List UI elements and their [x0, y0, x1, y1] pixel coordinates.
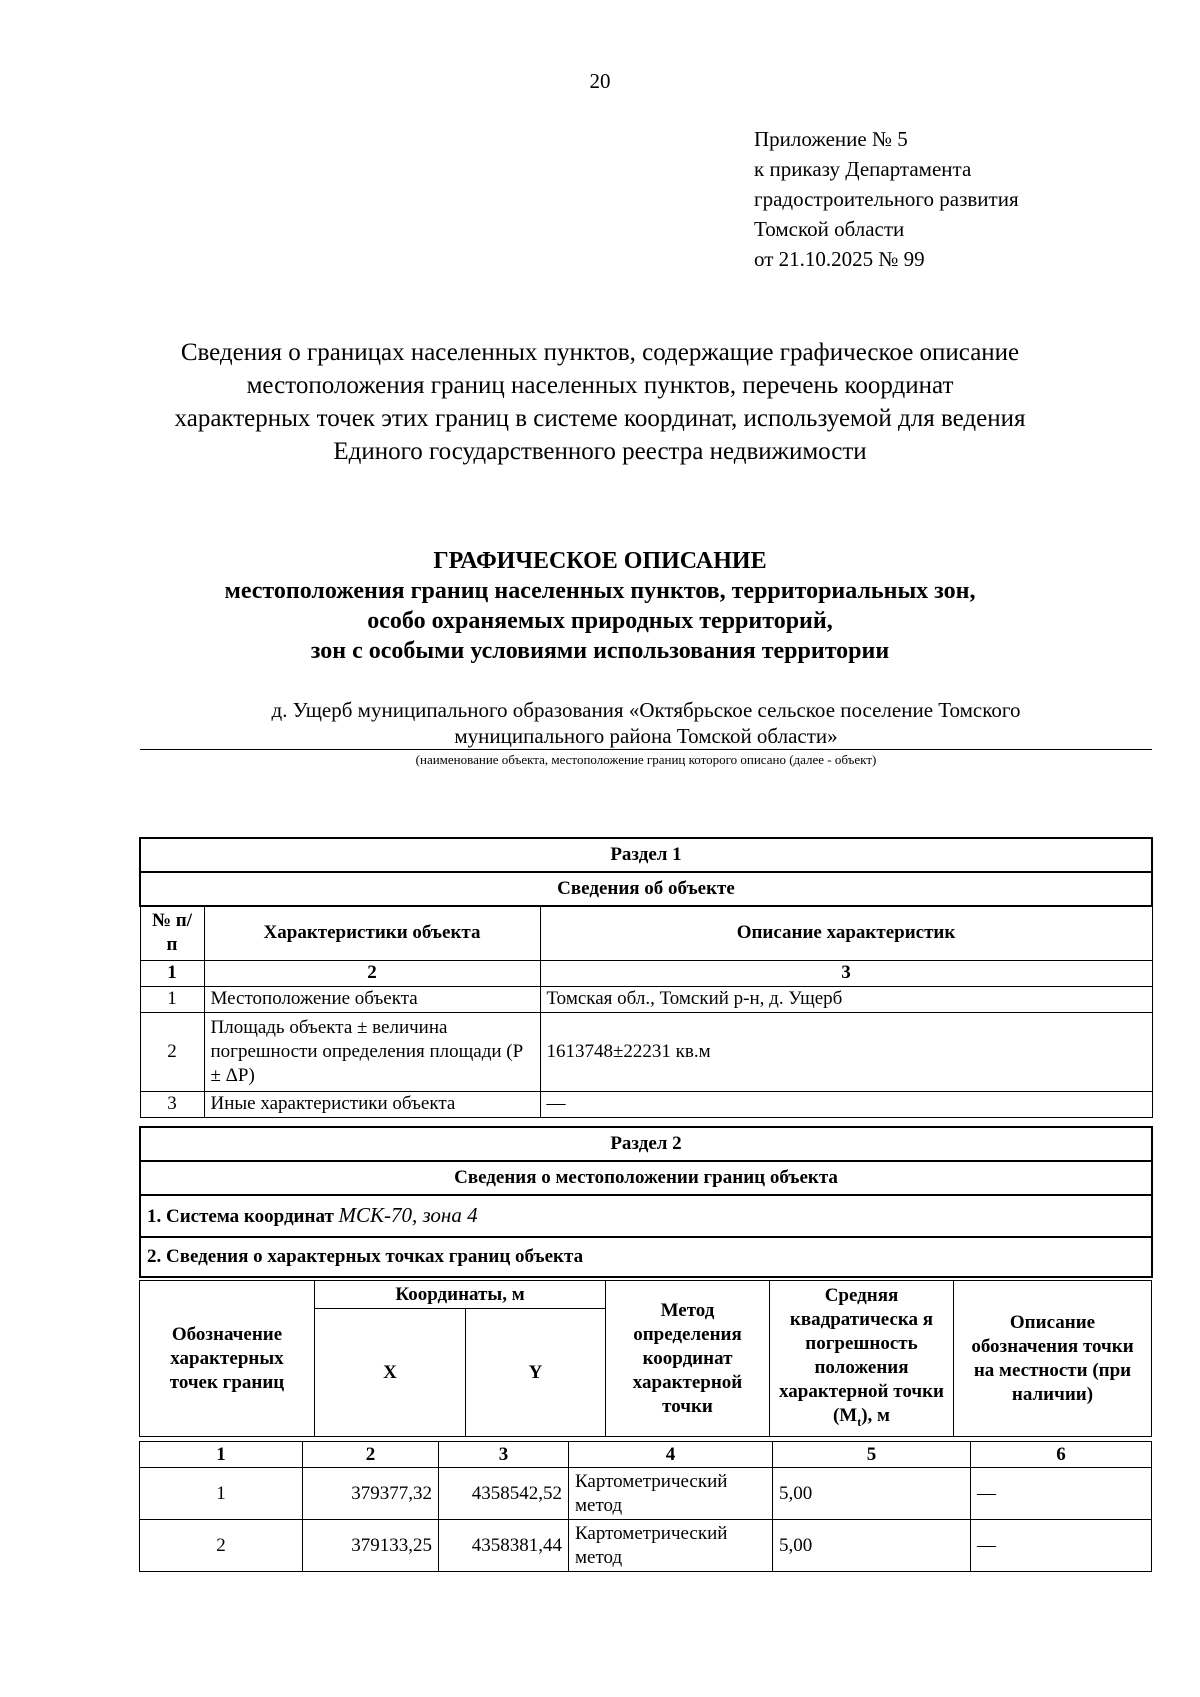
- column-number: 1: [140, 1442, 303, 1468]
- intro-line: местоположения границ населенных пунктов, перечень координат: [246, 372, 954, 399]
- column-number: 3: [540, 960, 1152, 986]
- point-id: 1: [140, 1468, 303, 1520]
- title-line: местоположения границ населенных пунктов, территориальных зон,: [224, 578, 976, 604]
- point-description: —: [971, 1468, 1152, 1520]
- intro-heading: [130, 336, 1070, 468]
- header-description: Описание характеристик: [540, 906, 1152, 960]
- column-number: 3: [439, 1442, 569, 1468]
- section2-table: [139, 1126, 1153, 1278]
- column-number: 5: [773, 1442, 971, 1468]
- point-x: 379377,32: [303, 1468, 439, 1520]
- table-row: [140, 1520, 1152, 1572]
- graphic-description-title: [130, 546, 1070, 666]
- section1-subtitle: Сведения об объекте: [140, 872, 1152, 906]
- point-id: 2: [140, 1520, 303, 1572]
- header-x: X: [315, 1309, 466, 1437]
- column-number: 2: [303, 1442, 439, 1468]
- intro-line: характерных точек этих границ в системе координат, используемой для ведения: [174, 405, 1026, 432]
- row-characteristic: Площадь объекта ± величина погрешности определения площади (Р ± ΔР): [204, 1012, 540, 1091]
- table-row: [140, 1091, 1152, 1117]
- section1-title: Раздел 1: [140, 838, 1152, 872]
- row-number: 3: [140, 1091, 204, 1117]
- header-number: № п/п: [140, 906, 204, 960]
- coordinate-system: [140, 1195, 1152, 1237]
- column-number: 1: [140, 960, 204, 986]
- object-name-line: муниципального района Томской области»: [454, 724, 838, 748]
- page-number: 20: [589, 69, 611, 93]
- column-number: 4: [569, 1442, 773, 1468]
- header-designation: Обозначение характерных точек границ: [140, 1281, 315, 1437]
- point-x: 379133,25: [303, 1520, 439, 1572]
- appendix-line: к приказу Департамента: [754, 157, 972, 181]
- points-label: 2. Сведения о характерных точках границ объекта: [140, 1237, 1152, 1277]
- header-characteristic: Характеристики объекта: [204, 906, 540, 960]
- title-line: зон с особыми условиями использования территории: [310, 638, 890, 664]
- header-error: Средняя квадратическа я погрешность положения характерной точки $(М_t)$, м: [770, 1281, 954, 1437]
- row-number: 1: [140, 986, 204, 1012]
- column-number: 6: [971, 1442, 1152, 1468]
- row-characteristic: Местоположение объекта: [204, 986, 540, 1012]
- header-y: Y: [466, 1309, 606, 1437]
- table-row: [140, 1468, 1152, 1520]
- title-line: ГРАФИЧЕСКОЕ ОПИСАНИЕ: [433, 548, 767, 574]
- point-y: 4358381,44: [439, 1520, 569, 1572]
- appendix-line: Приложение № 5: [754, 127, 908, 151]
- point-method: Картометрический метод: [569, 1520, 773, 1572]
- intro-line: Единого государственного реестра недвижимости: [333, 438, 867, 465]
- points-header-table: [139, 1280, 1152, 1437]
- point-error: 5,00: [773, 1468, 971, 1520]
- coordinate-system-value: МСК-70, зона 4: [338, 1203, 478, 1227]
- point-method: Картометрический метод: [569, 1468, 773, 1520]
- column-number: 2: [204, 960, 540, 986]
- intro-line: Сведения о границах населенных пунктов, содержащие графическое описание: [180, 339, 1020, 366]
- appendix-line: Томской области: [754, 217, 905, 241]
- row-description: 1613748±22231 кв.м: [540, 1012, 1152, 1091]
- header-coordinates: Координаты, м: [315, 1281, 606, 1309]
- section2-subtitle: Сведения о местоположении границ объекта: [140, 1161, 1152, 1195]
- appendix-line: от 21.10.2025 № 99: [754, 247, 925, 271]
- row-description: Томская обл., Томский р-н, д. Ущерб: [540, 986, 1152, 1012]
- title-line: особо охраняемых природных территорий,: [367, 608, 833, 634]
- header-point-description: Описание обозначения точки на местности (при наличии): [954, 1281, 1152, 1437]
- appendix-block: [754, 124, 1019, 274]
- coordinate-system-label: 1. Система координат: [147, 1206, 334, 1227]
- section1-table: [139, 837, 1153, 1118]
- points-table: [139, 1441, 1152, 1572]
- appendix-line: градостроительного развития: [754, 187, 1019, 211]
- object-name-line: д. Ущерб муниципального образования «Октябрьское сельское поселение Томского: [271, 698, 1021, 722]
- row-number: 2: [140, 1012, 204, 1091]
- header-method: Метод определения координат характерной точки: [606, 1281, 770, 1437]
- table-row: [140, 1012, 1152, 1091]
- point-error: 5,00: [773, 1520, 971, 1572]
- row-characteristic: Иные характеристики объекта: [204, 1091, 540, 1117]
- section2-title: Раздел 2: [140, 1127, 1152, 1161]
- row-description: —: [540, 1091, 1152, 1117]
- object-name: [140, 697, 1152, 750]
- point-description: —: [971, 1520, 1152, 1572]
- object-caption: (наименование объекта, местоположение границ которого описано (далее - объект): [415, 752, 877, 767]
- point-y: 4358542,52: [439, 1468, 569, 1520]
- table-row: [140, 986, 1152, 1012]
